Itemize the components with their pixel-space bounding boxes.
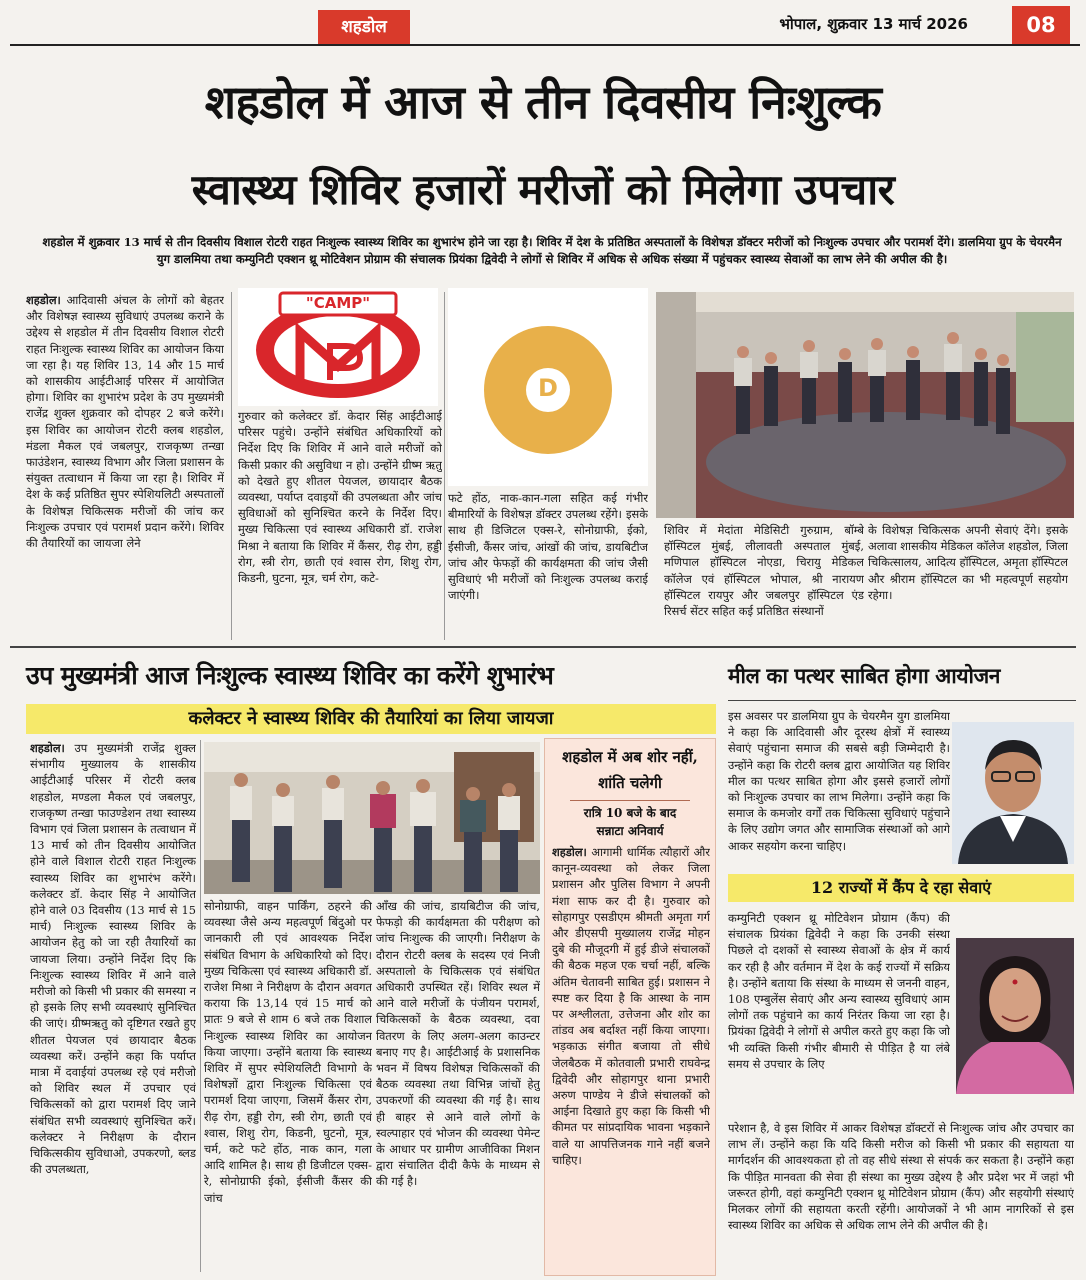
- page-number: 08: [1012, 6, 1070, 44]
- camp-site-photo: [656, 292, 1074, 518]
- main-headline-line1: शहडोल में आज से तीन दिवसीय निःशुल्क: [204, 75, 882, 129]
- col-divider: [231, 292, 232, 640]
- main-col2-text: गुरुवार को कलेक्टर डॉ. केदार सिंह आईटीआई परिसर पहुंचे। उन्होंने संबंधित अधिकारियों को निर्देश दिए कि शिविर में आने वाले मरीजों को किसी प्रकार की असुविधा न हो। उन्होंने ग्रीष्म ऋतु को देखते हुए शीतल पेयजल, छायादार बैठक व्यवस्था, पर्याप्त दवाइयों की उपलब्धता और जांच सुविधाओं को सुनिश्चित करने के निर्देश दिए। मुख्य चिकित्सा एवं स्वास्थ्य अधिकारी डॉ. राजेश मिश्रा ने बताया कि शिविर में कैंसर, रीढ़ रोग, हड्डी रोग, स्त्री रोग, छाती एवं श्वास रोग, शिशु रोग, किडनी, घुटना, मूत्र, चर्म रोग, कटे-: [238, 409, 442, 586]
- director-photo: [956, 938, 1074, 1094]
- story3-body: [552, 844, 710, 1272]
- story2-col1: [30, 740, 196, 1276]
- main-col1-text: आदिवासी अंचल के लोगों को बेहतर और विशेषज्ञ स्वास्थ्य सुविधाएं उपलब्ध कराने के उद्देश्य से शहडोल में तीन दिवसीय विशाल रोटरी राहत निःशुल्क स्वास्थ्य शिविर का आयोजन किया जा रहा है। यह शिविर 13, 14 और 15 मार्च को शासकीय आईटीआई परिसर में आयोजित होगा। शिविर का शुभारंभ प्रदेश के उप मुख्यमंत्री राजेंद्र शुक्ल शुक्रवार को दोपहर 2 बजे करेंगे। इस शिविर का आयोजन रोटरी क्लब शहडोल, मंडला मैकल एवं जबलपुर, राजकृष्ण तन्खा फाउंडेशन, स्वास्थ्य विभाग और जिला प्रशासन के संयुक्त तत्वाधान में किया जा रहा है। शिविर में देश के कई प्रतिष्ठित सुपर स्पेशियलिटी अस्पतालों के विशेषज्ञ चिकित्सक मरीजों की जांच कर निःशुल्क उपचार एवं परामर्श प्रदान करेंगे। शिविर की तैयारियों का जायजा लेने: [26, 293, 224, 551]
- chairman-photo: [952, 722, 1074, 864]
- story5-headline-bar: [728, 874, 1074, 902]
- story2-col2-text: सोनोग्राफी, वाहन पार्किंग, ठहरने की व्यवस्था जैसे अन्य महत्वपूर्ण बिंदुओ पर जानकारी ली एवं आवश्यक निर्देश संबंधित विभाग के अधिकारियो को दिए। मुख्य चिकित्सा एवं स्वास्थ्य अधिकारी डॉ. राजेश मिश्रा ने निरीक्षण के दौरान अवगत कराया कि 13,14 एवं 15 मार्च को प्रातः 9 बजे से शाम 6 बजे तक विशाल निःशुल्क स्वास्थ्य शिविर का आयोजन किया जाएगा। उन्होंने बताया कि स्वास्थ्य शिविर में सुपर स्पेशियलिटी विभागो के विशेषज्ञों द्वारा निःशुल्क चिकित्सा एवं परामर्श दिया जाएगा, जिसमें कैंसर रोग, रीढ़ रोग, हड्डी रोग, स्त्री रोग, छाती एवं श्वास, शिशु रोग, किडनी, घुटनो, मूत्र, चर्म, कटे फटे होंठ, नाक कान, गला आदि शामिल है। साथ ही डिजीटल एक्स-रे, सोनोग्राफी ईको, ईसीजी कैंसर की जांच: [204, 899, 372, 1205]
- story2-col3: [376, 898, 540, 1276]
- main-col1: [26, 292, 224, 644]
- story2-col1-text: उप मुख्यमंत्री राजेंद्र शुक्ल संभागीय मुख्यालय के शासकीय आईटीआई परिसर में रोटरी क्लब शहडोल, मण्डला मैकल एवं जबलपुर, राजकृष्ण तन्खा फाउण्डेशन तथा स्वास्थ्य विभाग एवं जिला प्रशासन के तत्वाधान में 13 मार्च को तीन दिवसीय आयोजित होने वाले विशाल रोटरी राहत निःशुल्क स्वास्थ्य शिविर का शुभारंभ करेंगे। कलेक्टर डॉ. केदार सिंह ने आयोजित होने वाले 03 दिवसीय (13 मार्च से 15 मार्च) निःशुल्क स्वास्थ्य शिविर के आयोजन हेतु को जा रही तैयारियों का जायजा लिया। उन्होंने निर्देश दिए कि निःशुल्क स्वास्थ्य शिविर में आने वाले मरीजो को किसी भी प्रकार की समस्या न हो इसके लिए सभी व्यवस्थाएं सुनिश्चित की जाएं। ग्रीष्मऋतु को दृष्टिगत रखते हुए शीतल पेयजल एवं छायादार बैठक व्यवस्था करें। उन्होंने कहा कि पर्याप्त मात्रा में दवाईयां उपलब्ध रहे एवं मरीजो को शिविर स्थल में उपचार एवं चिकित्सकों को द्वारा परामर्श दिए जाने संबंधित सभी व्यवस्थाएं सुनिश्चित करें। कलेक्टर ने निरीक्षण के दौरान चिकित्सकीय सुविधाओ, उपकरणो, ब्लड की उपलब्धता,: [30, 741, 196, 1177]
- main-col2: [238, 408, 442, 640]
- main-col3-text: फटे होंठ, नाक-कान-गला सहित कई गंभीर बीमारियों के विशेषज्ञ डॉक्टर उपलब्ध रहेंगे। इसके साथ ही डिजिटल एक्स-रे, सोनोग्राफी, ईको, ईसीजी, कैंसर जांच, आंखों की जांच, डायबिटीज जांच और फेफड़ों की कार्यक्षमता की जांच जैसी सुविधाएं भी मरीजों को निःशुल्क उपलब्ध कराई जाएंगी।: [448, 491, 648, 603]
- camp-logo: [238, 288, 438, 406]
- story4-headline: मील का पत्थर साबित होगा आयोजन: [728, 663, 1001, 688]
- dalmia-logo-text: D: [538, 374, 558, 402]
- story4-body-text: इस अवसर पर डालमिया ग्रुप के चेयरमैन युग डालमिया ने कहा कि आदिवासी और दूरस्थ क्षेत्रों में स्वास्थ्य सेवाएं पहुंचाना समाज की सबसे बड़ी जिम्मेदारी है। उन्होंने कहा कि रोटरी क्लब द्वारा आयोजित यह शिविर मील का पत्थर साबित होगा और इससे हजारों लोगों को निःशुल्क उपचार का लाभ मिलेगा। उन्होंने कहा कि समाज के कमजोर वर्गों तक चिकित्सा सुविधाएं पहुंचाने के लिए उद्योग जगत और सामाजिक संस्थाओं को आगे आकर सहयोग करना चाहिए।: [728, 709, 950, 853]
- story5-headline: 12 राज्यों में कैंप दे रहा सेवाएं: [810, 878, 992, 897]
- section-name: शहडोल: [341, 17, 387, 37]
- story3-body-text: आगामी धार्मिक त्यौहारों और कानून-व्यवस्था को लेकर जिला प्रशासन और पुलिस विभाग ने अपनी मंशा साफ कर दी है। गुरुवार को सोहागपुर एसडीएम श्रीमती अमृता गर्ग और डीएसपी मुख्यालय राजेंद्र मोहन दुबे की मौजूदगी में हुई डीजे संचालकों की बैठक महज एक चर्चा नहीं, बल्कि अंतिम चेतावनी साबित हुई। प्रशासन ने स्पष्ट कर दिया है कि आस्था के नाम पर अश्लीलता, उत्तेजना और शोर का तांडव अब बर्दाश्त नहीं किया जाएगा। भड़काऊ संगीत बजाया तो सीधे जेलबैठक में कोतवाली प्रभारी राघवेन्द्र द्विवेदी और सोहागपुर थाना प्रभारी अरुण पाण्डेय ने डीजे संचालकों को आईना दिखाते हुए कहा कि किसी भी कीमत पर सांप्रदायिक भावना भड़काने वाले या आपत्तिजनक गाने नहीं बजने चाहिए।: [552, 845, 710, 1167]
- story2-col2: [204, 898, 372, 1276]
- masthead-rule: [10, 44, 1080, 46]
- section-divider: [10, 646, 1076, 648]
- dateline-lead: शहडोल।: [26, 293, 61, 307]
- story4-body: [728, 708, 950, 870]
- col-divider: [444, 292, 445, 640]
- story4-rule: [728, 700, 1076, 701]
- main-summary: शहडोल में शुक्रवार 13 मार्च से तीन दिवसीय विशाल रोटरी राहत निःशुल्क स्वास्थ्य शिविर का शुभारंभ होने जा रहा है। शिविर में देश के प्रतिष्ठित अस्पतालों के विशेषज्ञ डॉक्टर मरीजों को निःशुल्क उपचार और परामर्श देंगे। डालमिया ग्रुप के चेयरमैन युग डालमिया तथा कम्युनिटी एक्शन थ्रू मोटिवेशन प्रोग्राम की संचालक प्रियंका द्विवेदी ने लोगों से शिविर में अधिक से अधिक संख्या में पहुंचकर स्वास्थ्य सेवाओं का लाभ लेने की अपील की है।: [42, 235, 1062, 266]
- main-col5: [868, 522, 1068, 640]
- story3-headline: शहडोल में अब शोर नहीं, शांति चलेगी: [562, 748, 698, 792]
- story2-subhead-bar: [26, 704, 716, 734]
- story5-body-wide: [728, 1120, 1074, 1276]
- main-headline-line2: स्वास्थ्य शिविर हजारों मरीजों को मिलेगा उपचार: [191, 165, 895, 214]
- story2-headline: उप मुख्यमंत्री आज निःशुल्क स्वास्थ्य शिविर का करेंगे शुभारंभ: [26, 661, 554, 690]
- story2-subhead: कलेक्टर ने स्वास्थ्य शिविर की तैयारियां का लिया जायजा: [188, 708, 554, 729]
- dateline: भोपाल, शुक्रवार 13 मार्च 2026: [779, 15, 968, 33]
- story2-col3-text: आँख की जांच, डायबिटीज की जांच, फेफड़ो की कार्यक्षमता की परीक्षण को जांच निःशुल्क की जाएगी। निरीक्षण के दौरान रोटरी क्लब के सदस्य एवं निजी अस्पतालो के चिकित्सक एवं संबंधित अधिकारी उपस्थित रहें। शिविर स्थल में आने वाले मरीजों के पंजीयन परामर्श, चिकित्सकों के बैठक व्यवस्था, दवा वितरण के लिए अलग-अलग काउन्टर बनाए गए है। आईटीआई के प्रशासनिक भवन में विषय विशेषज्ञ चिकित्सकों की बैठक व्यवस्था तथा विभिन्न जांचों हेतु उपकरणों की व्यवस्था की गई है। साथ ही बाहर से आने वाले लोगों के स्वल्पाहार एवं भोजन की व्यवस्था पेमेन्ट के आधार पर ग्रामीण आजीविका मिशन द्वारा संचालित दीदी कैफे के माध्यम से की गई है।: [376, 899, 540, 1189]
- inspection-photo: [204, 742, 540, 894]
- col-divider: [200, 740, 201, 1272]
- dateline-lead: शहडोल।: [30, 741, 65, 755]
- story5-body-text: कम्युनिटी एक्शन थ्रू मोटिवेशन प्रोग्राम (कैंप) की संचालक प्रियंका द्विवेदी ने कहा कि उनकी संस्था पिछले दो दशकों से स्वास्थ्य सेवाओं के क्षेत्र में कार्य कर रही है और वर्तमान में देश के कई राज्यों में सक्रिय है। उन्होंने बताया कि संस्था के माध्यम से जननी वाहन, 108 एम्बुलेंस सेवाएं और अन्य स्वास्थ्य सुविधाएं आम लोगों तक पहुंचाने का कार्य निरंतर किया जा रहा है। प्रियंका द्विवेदी ने लोगों से अपील करते हुए कहा कि जो भी व्यक्ति किसी गंभीर बीमारी से पीड़ित है या लंबे समय से उपचार के लिए: [728, 911, 950, 1071]
- story5-body-wide-text: परेशान है, वे इस शिविर में आकर विशेषज्ञ डॉक्टरों से निःशुल्क जांच और उपचार का लाभ लें। उन्होंने कहा कि यदि किसी मरीज को किसी भी प्रकार की सहायता या मार्गदर्शन की आवश्यकता हो तो वह सीधे संस्था से संपर्क कर सकता है। उन्होंने कहा कि पीड़ित मानवता की सेवा ही संस्था का मुख्य उद्देश्य है और प्रदेश भर में जहां भी जरूरत होगी, वहां कम्युनिटी एक्शन थ्रू मोटिवेशन प्रोग्राम (कैंप) और सहयोगी संस्थाएं मिलकर लोगों की सहायता करती रहेंगी। आयोजकों ने भी आम नागरिकों से इस स्वास्थ्य शिविर का अधिक से अधिक लाभ लेने की अपील की है।: [728, 1121, 1074, 1233]
- main-col4: [664, 522, 864, 640]
- main-col4-text: शिविर में मेदांता मेडिसिटी गुरुग्राम, बॉम्बे हॉस्पिटल मुंबई, लीलावती अस्पताल मुंबई, मणिपाल हॉस्पिटल नोएडा, चिरायु मेडिकल कॉलेज एवं हॉस्पिटल भोपाल, श्री नारायण हॉस्पिटल रायपुर और जबलपुर हॉस्पिटल एंड रिसर्च सेंटर सहित कई प्रतिष्ठित संस्थानों: [664, 523, 864, 619]
- main-col3: [448, 490, 648, 640]
- story3-subhead-line1: रात्रि 10 बजे के बाद: [583, 806, 677, 820]
- story3-subhead-line2: सन्नाटा अनिवार्य: [596, 824, 664, 838]
- inspection-photo-graphic: [204, 742, 540, 894]
- story3-rule: [570, 800, 690, 801]
- camp-logo-text: "CAMP": [305, 294, 371, 312]
- dateline-lead: शहडोल।: [552, 845, 587, 859]
- story5-body: [728, 910, 950, 1120]
- section-tag: [318, 10, 410, 44]
- chairman-photo-graphic: [952, 722, 1074, 864]
- main-col5-text: के विशेषज्ञ चिकित्सक अपनी सेवाएं देंगे। इसके अलावा शासकीय मेडिकल कॉलेज शहडोल, जिला चिकित्सालय, आदित्य हॉस्पिटल, अमृता हॉस्पिटल और श्रीराम हॉस्पिटल का भी महत्वपूर्ण सहयोग रहेगा।: [868, 523, 1068, 602]
- director-photo-graphic: [956, 938, 1074, 1094]
- dalmia-logo: [448, 288, 648, 486]
- camp-site-photo-graphic: [656, 292, 1074, 518]
